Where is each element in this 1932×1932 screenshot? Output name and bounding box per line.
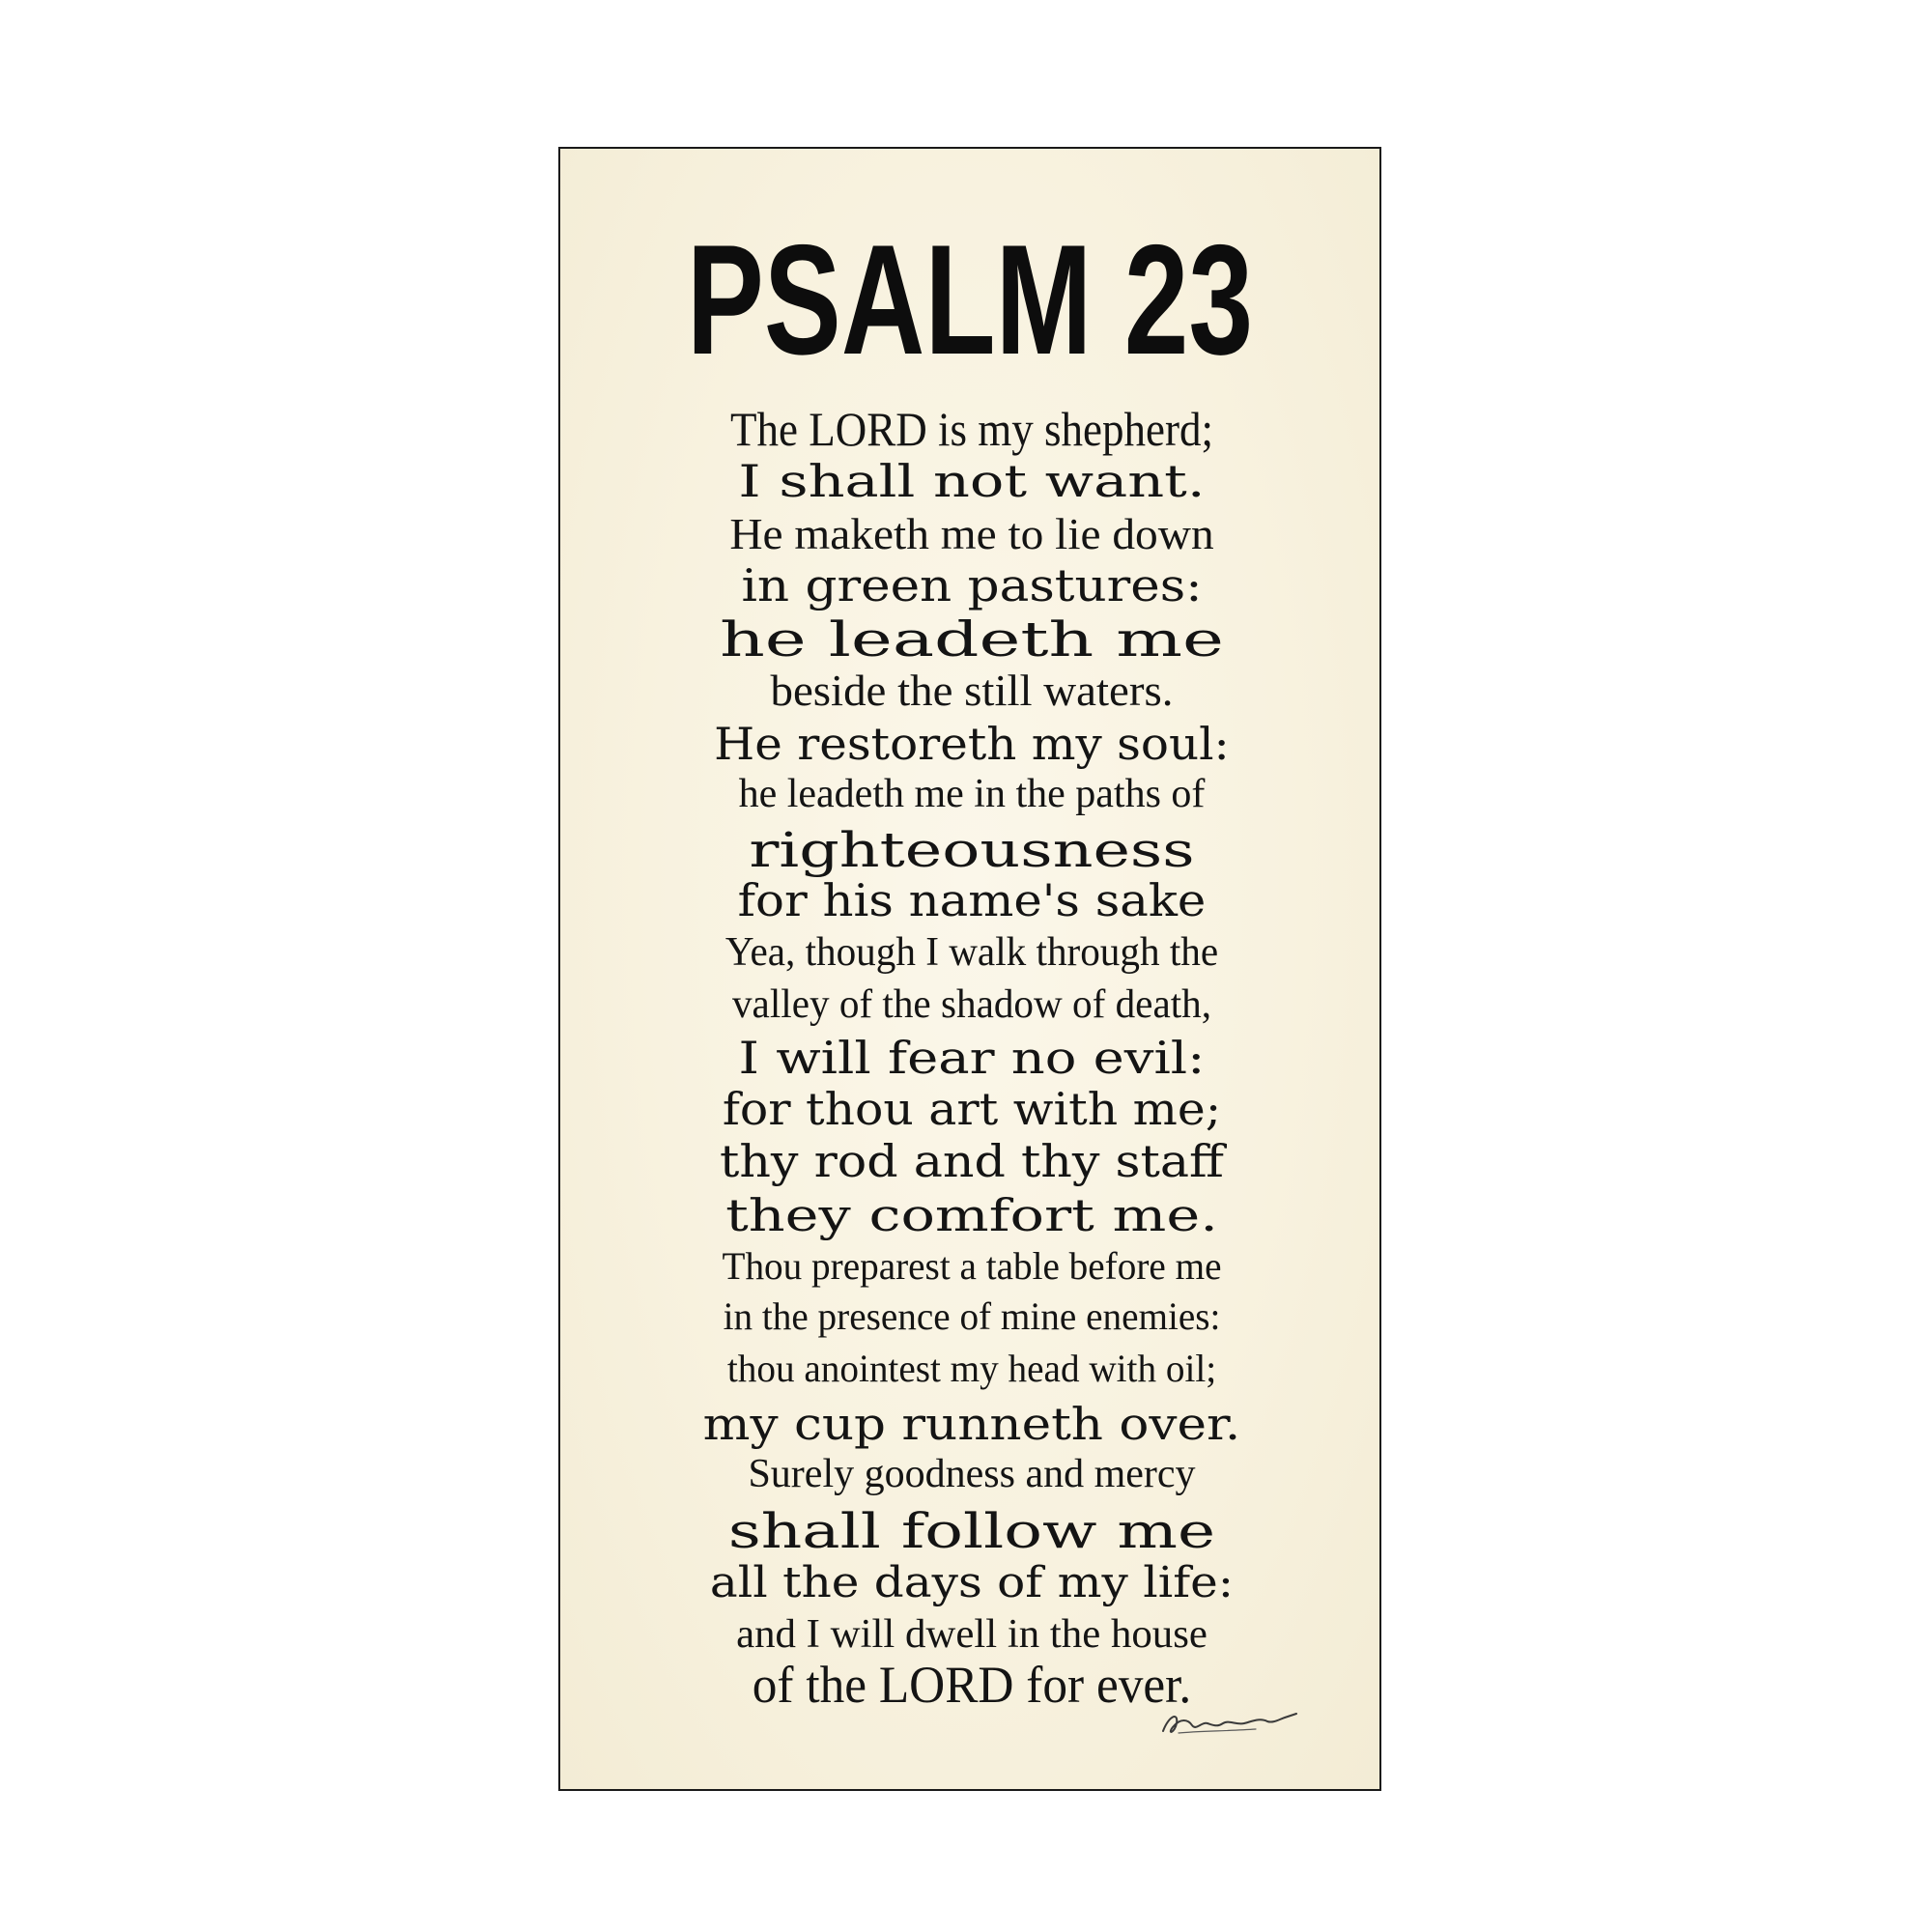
verse-line-19: thou anointest my head with oil; [726,1347,1217,1390]
verse-line-6: beside the still waters. [770,666,1174,715]
psalm-artwork-panel [558,147,1381,1791]
verse-line-10: for his name's sake [737,874,1207,926]
verse-line-14: for thou art with me; [722,1083,1222,1135]
verse-line-17: Thou preparest a table before me [722,1244,1222,1288]
verse-line-12: valley of the shadow of death, [731,982,1212,1027]
verse-line-13: I will fear no evil: [738,1032,1206,1084]
verse-line-21: Surely goodness and mercy [748,1452,1196,1496]
verse-line-15: thy rod and thy staff [720,1135,1224,1187]
verse-line-22: shall follow me [727,1503,1216,1559]
verse-line-2: I shall not want. [738,455,1206,507]
verse-line-8: he leadeth me in the paths of [738,772,1206,816]
verse-line-18: in the presence of mine enemies: [723,1294,1221,1338]
verse-line-20: my cup runneth over. [702,1398,1241,1450]
verse-line-7: He restoreth my soul: [714,718,1230,770]
verse-line-9: righteousness [749,822,1195,878]
verse-line-3: He maketh me to lie down [729,509,1214,558]
verse-line-11: Yea, though I walk through the [724,930,1219,975]
verse-line-23: all the days of my life: [709,1558,1235,1607]
artwork-title: PSALM 23 [686,213,1254,387]
verse-line-1: The LORD is my shepherd; [730,402,1213,456]
verse-line-4: in green pastures: [741,559,1203,611]
verse-line-24: and I will dwell in the house [736,1612,1208,1657]
verse-line-16: they comfort me. [725,1189,1218,1241]
verse-line-5: he leadeth me [720,611,1224,668]
artist-signature [1159,1702,1304,1741]
verse-line-25: of the LORD for ever. [752,1656,1192,1714]
